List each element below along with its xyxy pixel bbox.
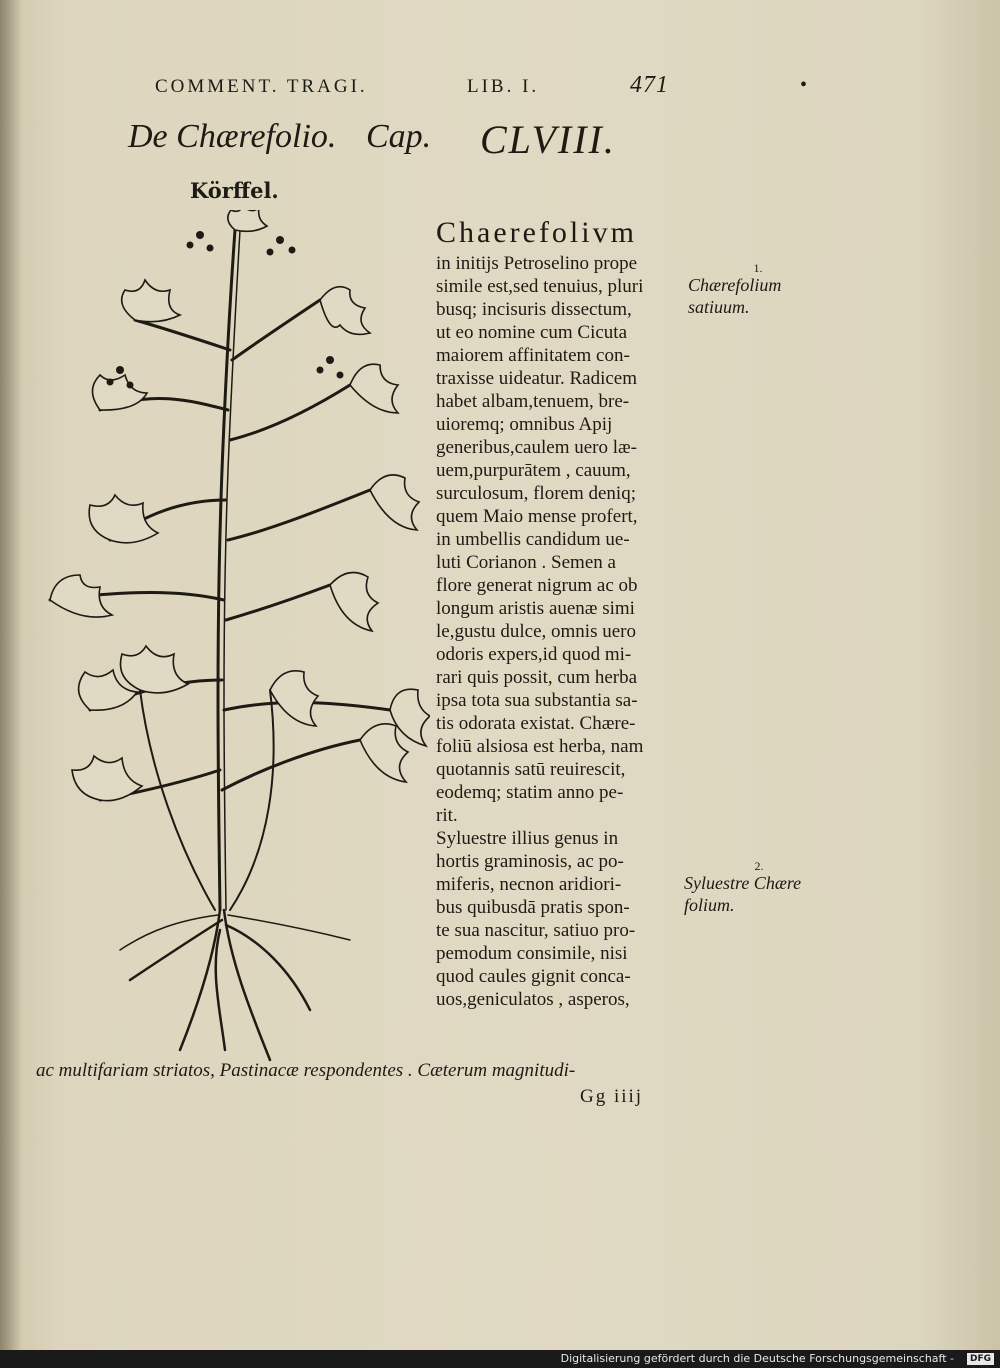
running-head	[155, 72, 855, 100]
body-text-line: ipsa tota sua substantia sa-	[436, 690, 638, 711]
body-text-line: ut eo nomine cum Cicuta	[436, 322, 628, 343]
body-text-line: quotannis satū reuirescit,	[436, 759, 626, 780]
body-text-line: traxisse uideatur. Radicem	[436, 368, 638, 389]
body-text-line: flore generat nigrum ac ob	[436, 575, 638, 596]
marginal-note-line: satiuum.	[688, 297, 750, 317]
body-text-line: foliū alsiosa est herba, nam	[436, 736, 644, 757]
running-head-mark: •	[800, 74, 811, 96]
body-text-line: pemodum consimile, nisi	[436, 943, 628, 964]
marginal-note-number: 2.	[754, 859, 764, 873]
chapter-label: Cap.	[366, 118, 432, 155]
body-text-line: miferis, necnon aridiori-	[436, 874, 622, 895]
body-text-line: uem,purpurātem , cauum,	[436, 460, 631, 481]
chervil-woodcut-illustration	[30, 210, 430, 1070]
body-text-line: generibus,caulem uero læ-	[436, 437, 638, 458]
body-text-line: busq; incisuris dissectum,	[436, 299, 632, 320]
body-text-line: hortis graminosis, ac po-	[436, 851, 624, 872]
body-text-line: uioremq; omnibus Apij	[436, 414, 613, 435]
body-text-line: le,gustu dulce, omnis uero	[436, 621, 636, 642]
footer-credit: Digitalisierung gefördert durch die Deutsche Forschungsgemeinschaft -	[560, 1352, 954, 1365]
body-text-line: uos,geniculatos , asperos,	[436, 989, 630, 1010]
page-number: 471	[630, 72, 669, 98]
body-text-line: simile est,sed tenuius, pluri	[436, 276, 644, 297]
body-text-line: surculosum, florem deniq;	[436, 483, 636, 504]
body-text-line: Syluestre illius genus in	[436, 828, 619, 849]
body-text-line: eodemq; statim anno pe-	[436, 782, 624, 803]
chapter-opening-word: Chaerefolivm	[436, 216, 637, 249]
marginal-note-line: Syluestre Chære	[684, 873, 802, 893]
running-head-book: LIB. I.	[467, 76, 540, 97]
body-text-line: rit.	[436, 805, 458, 826]
marginal-note-line: folium.	[684, 895, 735, 915]
running-head-title: COMMENT. TRAGI.	[155, 76, 368, 97]
signature-mark: Gg iiij	[580, 1086, 644, 1107]
marginal-note-2	[684, 860, 834, 916]
marginal-note-1	[688, 262, 828, 318]
body-text-line: maiorem affinitatem con-	[436, 345, 630, 366]
chapter-subject: De Chærefolio.	[128, 118, 337, 155]
chapter-title	[128, 118, 668, 162]
body-text-line: quod caules gignit conca-	[436, 966, 631, 987]
body-text-line: in initijs Petroselino prope	[436, 253, 638, 274]
body-text-line: quem Maio mense profert,	[436, 506, 638, 527]
body-text-column	[436, 216, 696, 1011]
body-text-line: rari quis possit, cum herba	[436, 667, 638, 688]
continuation-line: ac multifariam striatos, Pastinacæ respondentes . Cæterum magnitudi-	[36, 1060, 576, 1081]
vernacular-name: Körffel.	[190, 178, 279, 203]
body-text-line: luti Corianon . Semen a	[436, 552, 616, 573]
body-text-line: te sua nascitur, satiuo pro-	[436, 920, 636, 941]
footer-bar	[0, 1350, 1000, 1368]
body-text-line: habet albam,tenuem, bre-	[436, 391, 630, 412]
marginal-note-number: 1.	[753, 261, 763, 275]
body-text-line: bus quibusdā pratis spon-	[436, 897, 630, 918]
body-text-line: longum aristis auenæ simi	[436, 598, 635, 619]
chapter-number: CLVIII.	[480, 117, 616, 162]
marginal-note-line: Chærefolium	[688, 275, 782, 295]
spine-shadow	[0, 0, 22, 1350]
dfg-logo: DFG	[967, 1353, 994, 1365]
body-text-line: tis odorata existat. Chære-	[436, 713, 636, 734]
body-text-line: odoris expers,id quod mi-	[436, 644, 632, 665]
body-text-line: in umbellis candidum ue-	[436, 529, 630, 550]
